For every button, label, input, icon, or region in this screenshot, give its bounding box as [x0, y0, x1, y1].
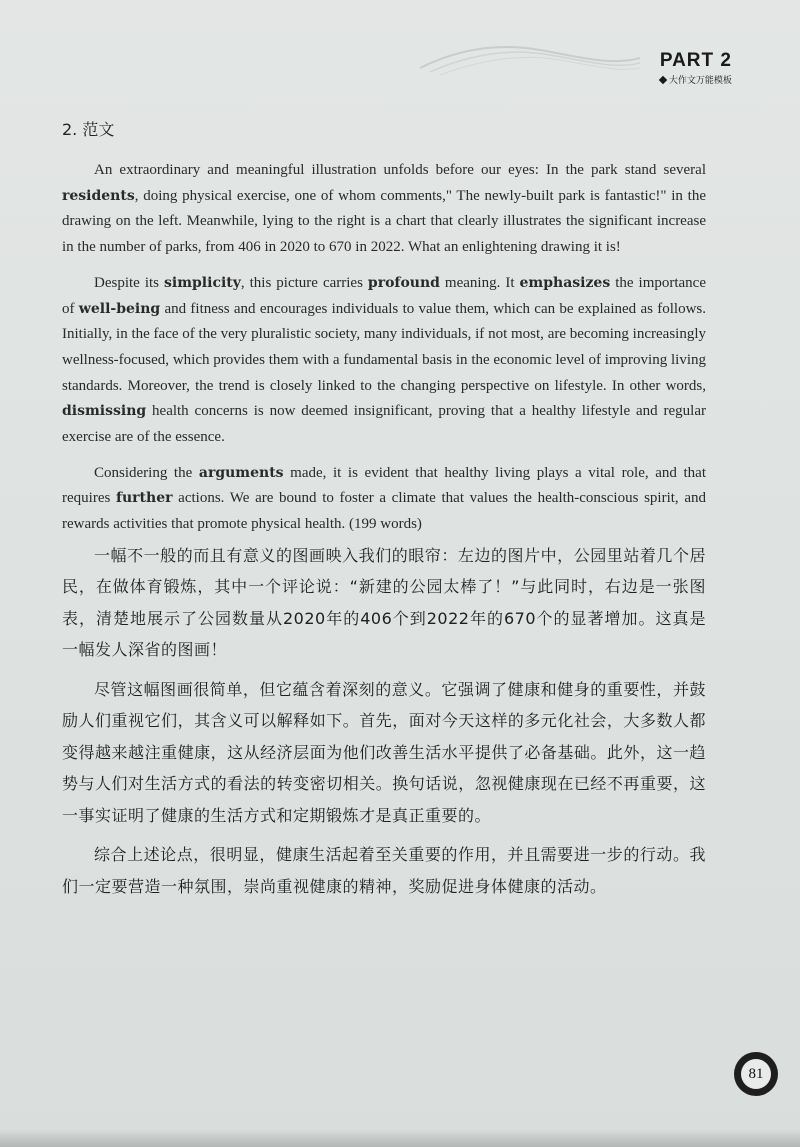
- chinese-paragraph-3: 综合上述论点，很明显，健康生活起着至关重要的作用，并且需要进一步的行动。我们一定要营造一种氛围，崇尚重视健康的精神，奖励促进身体健康的活动。: [62, 845, 706, 896]
- english-paragraph-3: Considering the arguments made, it is evident that healthy living plays a vital role, and that requires further actions. We are bound to foster a climate that values the health-conscious spirit, and rewards activities that promote physical health. (199 words): [62, 464, 707, 533]
- page-number-badge: [734, 1052, 778, 1096]
- main-content: [62, 117, 706, 910]
- diamond-icon: [659, 75, 667, 83]
- part-header: [660, 50, 732, 86]
- section-title: 2. 范文: [62, 120, 115, 139]
- chinese-paragraph-2: 尽管这幅图画很简单，但它蕴含着深刻的意义。它强调了健康和健身的重要性，并鼓励人们重视它们，其含义可以解释如下。首先，面对今天这样的多元化社会，大多数人都变得越来越注重健康，这从经济层面为他们改善生活水平提供了必备基础。此外，这一趋势与人们对生活方式的看法的转变密切相关。换句话说，忽视健康现在已经不再重要，这一事实证明了健康的生活方式和定期锻炼才是真正重要的。: [62, 679, 706, 825]
- part-title: PART 2: [659, 50, 732, 71]
- page-number: 81: [741, 1059, 771, 1089]
- part-subtitle-text: 大作文万能模板: [668, 76, 732, 86]
- page-edge-shadow: [0, 1129, 800, 1147]
- decorative-wave: [420, 38, 640, 78]
- english-paragraph-2: Despite its simplicity, this picture carries profound meaning. It emphasizes the importance of well-being and fitness and encourages individuals to value them, which can be explained as follows. Initially, in the face of the very pluralistic society, many individuals, if not most, are becoming increasingly wellness-focused, which provides them with a fundamental basis in the economic level of improving living standards. Moreover, the trend is closely linked to the changing perspective on lifestyle. In other words, dismissing health concerns is now deemed insignificant, proving that a healthy lifestyle and regular exercise are of the essence.: [62, 274, 706, 446]
- english-paragraph-1: An extraordinary and meaningful illustration unfolds before our eyes: In the park stand several residents, doing physical exercise, one of whom comments," The newly-built park is fantastic!" in the drawing on the left. Meanwhile, lying to the right is a chart that clearly illustrates the significant increase in the number of parks, from 406 in 2020 to 670 in 2022. What an enlightening drawing it is!: [62, 162, 706, 256]
- part-subtitle: [660, 73, 732, 86]
- chinese-paragraph-1: 一幅不一般的而且有意义的图画映入我们的眼帘：左边的图片中，公园里站着几个居民，在做体育锻炼，其中一个评论说：“新建的公园太棒了！”与此同时，右边是一张图表，清楚地展示了公园数量从2020年的406个到2022年的670个的显著增加。这真是一幅发人深省的图画！: [62, 545, 706, 660]
